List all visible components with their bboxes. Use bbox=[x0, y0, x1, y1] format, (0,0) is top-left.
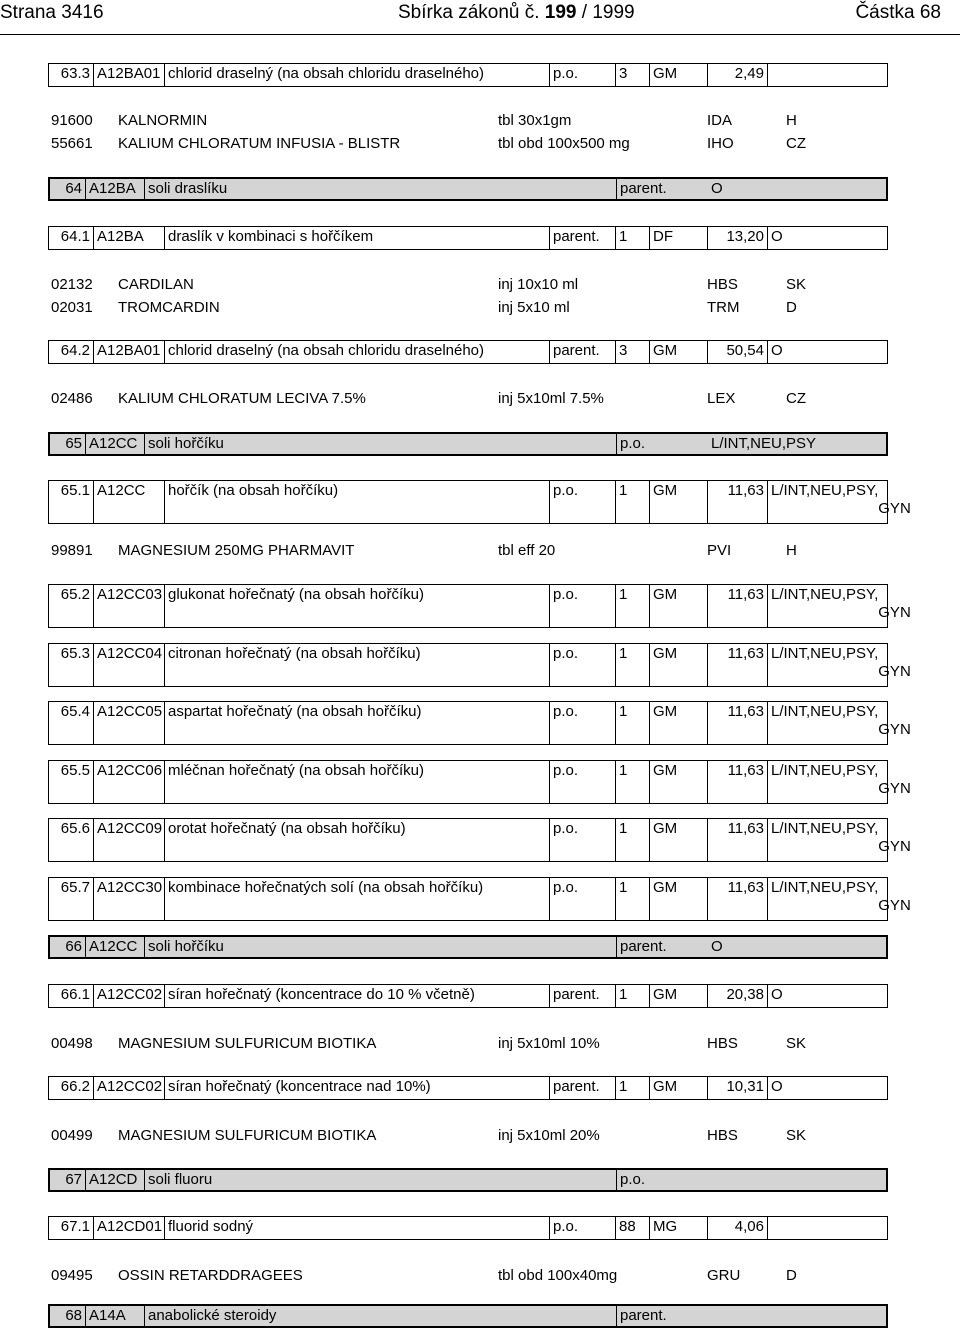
subgroup-route: parent. bbox=[549, 227, 615, 249]
subgroup-qty: 1 bbox=[615, 702, 649, 744]
group-route: p.o. bbox=[616, 434, 708, 454]
subgroup-unit: GM bbox=[649, 64, 707, 86]
subgroup-ind: L/INT,NEU,PSY, GYN bbox=[767, 644, 889, 686]
group-num: 66 bbox=[65, 938, 82, 955]
subgroup-price: 4,06 bbox=[707, 1217, 767, 1239]
group-num: 65 bbox=[65, 435, 82, 452]
product-code: 91600 bbox=[51, 112, 93, 129]
group-num: 67 bbox=[65, 1171, 82, 1188]
subgroup-ind bbox=[767, 64, 889, 86]
product-country: SK bbox=[786, 276, 807, 293]
subgroup-qty: 1 bbox=[615, 985, 649, 1007]
subgroup-ind: L/INT,NEU,PSY, GYN bbox=[767, 819, 889, 861]
subgroup-unit: GM bbox=[649, 341, 707, 363]
product-mfr: HBS bbox=[707, 1127, 738, 1144]
subgroup-route: p.o. bbox=[549, 1217, 615, 1239]
product-country: CZ bbox=[786, 390, 806, 407]
subgroup-ind: O bbox=[767, 341, 889, 363]
subgroup-name: aspartat hořečnatý (na obsah hořčíku) bbox=[164, 702, 549, 744]
subgroup-name: síran hořečnatý (koncentrace nad 10%) bbox=[164, 1077, 549, 1099]
group-route: p.o. bbox=[616, 1170, 708, 1190]
subgroup-unit: GM bbox=[649, 878, 707, 920]
subgroup-ind bbox=[767, 1217, 889, 1239]
subgroup-code: A12CD01 bbox=[93, 1217, 164, 1239]
subgroup-qty: 1 bbox=[615, 761, 649, 803]
subgroup-unit: GM bbox=[649, 985, 707, 1007]
subgroup-route: p.o. bbox=[549, 761, 615, 803]
subgroup-qty: 1 bbox=[615, 227, 649, 249]
product-country: H bbox=[786, 112, 797, 129]
group-ind: O bbox=[711, 180, 723, 197]
subgroup-num: 67.1 bbox=[60, 1218, 90, 1235]
subgroup-ind: O bbox=[767, 985, 889, 1007]
subgroup-num: 65.1 bbox=[60, 482, 90, 499]
product-country: D bbox=[786, 299, 797, 316]
header-rule bbox=[0, 34, 960, 35]
subgroup-qty: 1 bbox=[615, 585, 649, 627]
subgroup-route: p.o. bbox=[549, 819, 615, 861]
subgroup-route: p.o. bbox=[549, 702, 615, 744]
product-code: 55661 bbox=[51, 135, 93, 152]
subgroup-ind-cont: GYN bbox=[878, 838, 911, 855]
subgroup-price: 11,63 bbox=[707, 878, 767, 920]
subgroup-ind: L/INT,NEU,PSY, GYN bbox=[767, 481, 889, 523]
product-mfr: HBS bbox=[707, 1035, 738, 1052]
product-country: SK bbox=[786, 1127, 807, 1144]
subgroup-ind-cont: GYN bbox=[878, 780, 911, 797]
subgroup-ind: O bbox=[767, 1077, 889, 1099]
subgroup-ind-cont: GYN bbox=[878, 663, 911, 680]
subgroup-row bbox=[48, 877, 911, 921]
subgroup-unit: MG bbox=[649, 1217, 707, 1239]
product-mfr: LEX bbox=[707, 390, 736, 407]
subgroup-qty: 3 bbox=[615, 341, 649, 363]
subgroup-row bbox=[48, 818, 911, 862]
subgroup-route: p.o. bbox=[549, 878, 615, 920]
subgroup-unit: GM bbox=[649, 761, 707, 803]
subgroup-ind: O bbox=[767, 227, 889, 249]
subgroup-code: A12CC02 bbox=[93, 1077, 164, 1099]
product-name: CARDILAN bbox=[118, 276, 194, 293]
subgroup-qty: 1 bbox=[615, 878, 649, 920]
subgroup-unit: GM bbox=[649, 644, 707, 686]
subgroup-code: A12BA01 bbox=[93, 64, 164, 86]
subgroup-row bbox=[48, 760, 911, 804]
subgroup-name: glukonat hořečnatý (na obsah hořčíku) bbox=[164, 585, 549, 627]
group-code: A14A bbox=[85, 1306, 144, 1326]
subgroup-name: síran hořečnatý (koncentrace do 10 % včetně) bbox=[164, 985, 549, 1007]
group-route: parent. bbox=[616, 937, 708, 957]
subgroup-qty: 1 bbox=[615, 1077, 649, 1099]
subgroup-ind-cont: GYN bbox=[878, 604, 911, 621]
subgroup-code: A12CC04 bbox=[93, 644, 164, 686]
subgroup-row bbox=[48, 1216, 888, 1240]
product-form: tbl 30x1gm bbox=[498, 112, 572, 129]
product-code: 02031 bbox=[51, 299, 93, 316]
subgroup-qty: 88 bbox=[615, 1217, 649, 1239]
product-name: KALIUM CHLORATUM INFUSIA - BLISTR bbox=[118, 135, 401, 152]
subgroup-unit: GM bbox=[649, 702, 707, 744]
group-route: parent. bbox=[616, 179, 708, 199]
collection-title: Sbírka zákonů č. 199 / 1999 bbox=[398, 2, 635, 23]
subgroup-qty: 1 bbox=[615, 819, 649, 861]
subgroup-ind: L/INT,NEU,PSY, GYN bbox=[767, 702, 889, 744]
subgroup-unit: GM bbox=[649, 585, 707, 627]
subgroup-price: 13,20 bbox=[707, 227, 767, 249]
subgroup-code: A12CC03 bbox=[93, 585, 164, 627]
subgroup-price: 10,31 bbox=[707, 1077, 767, 1099]
subgroup-num: 65.4 bbox=[60, 703, 90, 720]
subgroup-price: 11,63 bbox=[707, 644, 767, 686]
product-name: KALIUM CHLORATUM LECIVA 7.5% bbox=[118, 390, 366, 407]
product-form: inj 5x10ml 20% bbox=[498, 1127, 600, 1144]
subgroup-qty: 1 bbox=[615, 644, 649, 686]
subgroup-name: chlorid draselný (na obsah chloridu draselného) bbox=[164, 64, 549, 86]
group-code: A12CC bbox=[85, 434, 144, 454]
group-name: soli hořčíku bbox=[144, 434, 616, 454]
product-form: inj 5x10 ml bbox=[498, 299, 570, 316]
subgroup-code: A12CC09 bbox=[93, 819, 164, 861]
product-form: inj 5x10ml 10% bbox=[498, 1035, 600, 1052]
product-mfr: IHO bbox=[707, 135, 734, 152]
group-ind: L/INT,NEU,PSY bbox=[711, 435, 817, 452]
product-code: 99891 bbox=[51, 542, 93, 559]
product-name: OSSIN RETARDDRAGEES bbox=[118, 1267, 303, 1284]
subgroup-name: hořčík (na obsah hořčíku) bbox=[164, 481, 549, 523]
subgroup-price: 50,54 bbox=[707, 341, 767, 363]
subgroup-price: 11,63 bbox=[707, 761, 767, 803]
product-mfr: HBS bbox=[707, 276, 738, 293]
subgroup-num: 66.2 bbox=[60, 1078, 90, 1095]
group-name: anabolické steroidy bbox=[144, 1306, 616, 1326]
issue-number: Částka 68 bbox=[855, 2, 941, 23]
subgroup-name: draslík v kombinaci s hořčíkem bbox=[164, 227, 549, 249]
group-row bbox=[48, 1168, 888, 1192]
product-form: inj 5x10ml 7.5% bbox=[498, 390, 604, 407]
product-country: SK bbox=[786, 1035, 807, 1052]
subgroup-qty: 1 bbox=[615, 481, 649, 523]
group-route: parent. bbox=[616, 1306, 708, 1326]
product-code: 00498 bbox=[51, 1035, 93, 1052]
group-ind bbox=[708, 1306, 890, 1326]
page-number: Strana 3416 bbox=[0, 2, 104, 23]
product-name: MAGNESIUM SULFURICUM BIOTIKA bbox=[118, 1035, 377, 1052]
subgroup-row bbox=[48, 480, 911, 524]
subgroup-code: A12CC06 bbox=[93, 761, 164, 803]
group-name: soli fluoru bbox=[144, 1170, 616, 1190]
group-code: A12BA bbox=[85, 179, 144, 199]
subgroup-price: 20,38 bbox=[707, 985, 767, 1007]
subgroup-num: 65.3 bbox=[60, 645, 90, 662]
group-name: soli draslíku bbox=[144, 179, 616, 199]
group-row bbox=[48, 432, 888, 456]
product-country: H bbox=[786, 542, 797, 559]
subgroup-ind-cont: GYN bbox=[878, 721, 911, 738]
subgroup-price: 11,63 bbox=[707, 585, 767, 627]
product-mfr: IDA bbox=[707, 112, 733, 129]
subgroup-code: A12CC02 bbox=[93, 985, 164, 1007]
subgroup-row bbox=[48, 340, 888, 364]
subgroup-qty: 3 bbox=[615, 64, 649, 86]
subgroup-num: 64.2 bbox=[60, 342, 90, 359]
product-code: 02132 bbox=[51, 276, 93, 293]
product-form: inj 10x10 ml bbox=[498, 276, 579, 293]
subgroup-row bbox=[48, 63, 888, 87]
group-ind: O bbox=[711, 938, 723, 955]
product-name: TROMCARDIN bbox=[118, 299, 220, 316]
subgroup-num: 65.2 bbox=[60, 586, 90, 603]
subgroup-code: A12CC05 bbox=[93, 702, 164, 744]
subgroup-code: A12CC30 bbox=[93, 878, 164, 920]
subgroup-ind-cont: GYN bbox=[878, 500, 911, 517]
subgroup-row bbox=[48, 1076, 888, 1100]
product-name: MAGNESIUM 250MG PHARMAVIT bbox=[118, 542, 355, 559]
subgroup-route: parent. bbox=[549, 985, 615, 1007]
subgroup-route: parent. bbox=[549, 1077, 615, 1099]
subgroup-price: 11,63 bbox=[707, 819, 767, 861]
product-mfr: TRM bbox=[707, 299, 740, 316]
subgroup-unit: GM bbox=[649, 1077, 707, 1099]
product-form: tbl obd 100x500 mg bbox=[498, 135, 630, 152]
product-name: KALNORMIN bbox=[118, 112, 208, 129]
product-mfr: GRU bbox=[707, 1267, 741, 1284]
subgroup-code: A12BA bbox=[93, 227, 164, 249]
subgroup-unit: DF bbox=[649, 227, 707, 249]
subgroup-num: 65.6 bbox=[60, 820, 90, 837]
subgroup-ind: L/INT,NEU,PSY, GYN bbox=[767, 761, 889, 803]
subgroup-row bbox=[48, 984, 888, 1008]
group-num: 68 bbox=[65, 1307, 82, 1324]
subgroup-code: A12CC bbox=[93, 481, 164, 523]
group-name: soli hořčíku bbox=[144, 937, 616, 957]
product-name: MAGNESIUM SULFURICUM BIOTIKA bbox=[118, 1127, 377, 1144]
product-form: tbl obd 100x40mg bbox=[498, 1267, 618, 1284]
subgroup-row bbox=[48, 584, 911, 628]
subgroup-ind-cont: GYN bbox=[878, 897, 911, 914]
subgroup-name: orotat hořečnatý (na obsah hořčíku) bbox=[164, 819, 549, 861]
subgroup-route: parent. bbox=[549, 341, 615, 363]
product-form: tbl eff 20 bbox=[498, 542, 556, 559]
subgroup-num: 65.5 bbox=[60, 762, 90, 779]
subgroup-ind: L/INT,NEU,PSY, GYN bbox=[767, 878, 889, 920]
group-row bbox=[48, 177, 888, 201]
subgroup-num: 63.3 bbox=[60, 65, 90, 82]
product-mfr: PVI bbox=[707, 542, 732, 559]
group-ind bbox=[708, 1170, 890, 1190]
group-num: 64 bbox=[65, 180, 82, 197]
subgroup-route: p.o. bbox=[549, 644, 615, 686]
group-code: A12CD bbox=[85, 1170, 144, 1190]
subgroup-row bbox=[48, 643, 911, 687]
product-country: CZ bbox=[786, 135, 806, 152]
group-code: A12CC bbox=[85, 937, 144, 957]
subgroup-price: 11,63 bbox=[707, 702, 767, 744]
product-code: 00499 bbox=[51, 1127, 93, 1144]
subgroup-name: mléčnan hořečnatý (na obsah hořčíku) bbox=[164, 761, 549, 803]
subgroup-route: p.o. bbox=[549, 585, 615, 627]
subgroup-row bbox=[48, 701, 911, 745]
subgroup-route: p.o. bbox=[549, 481, 615, 523]
product-code: 02486 bbox=[51, 390, 93, 407]
subgroup-num: 65.7 bbox=[60, 879, 90, 896]
subgroup-row bbox=[48, 226, 888, 250]
subgroup-name: fluorid sodný bbox=[164, 1217, 549, 1239]
subgroup-num: 64.1 bbox=[60, 228, 90, 245]
subgroup-unit: GM bbox=[649, 481, 707, 523]
subgroup-name: citronan hořečnatý (na obsah hořčíku) bbox=[164, 644, 549, 686]
product-code: 09495 bbox=[51, 1267, 93, 1284]
subgroup-route: p.o. bbox=[549, 64, 615, 86]
group-row bbox=[48, 1304, 888, 1328]
subgroup-price: 2,49 bbox=[707, 64, 767, 86]
product-country: D bbox=[786, 1267, 797, 1284]
subgroup-unit: GM bbox=[649, 819, 707, 861]
subgroup-name: kombinace hořečnatých solí (na obsah hořčíku) bbox=[164, 878, 549, 920]
subgroup-price: 11,63 bbox=[707, 481, 767, 523]
subgroup-name: chlorid draselný (na obsah chloridu draselného) bbox=[164, 341, 549, 363]
subgroup-num: 66.1 bbox=[60, 986, 90, 1003]
subgroup-code: A12BA01 bbox=[93, 341, 164, 363]
group-row bbox=[48, 935, 888, 959]
subgroup-ind: L/INT,NEU,PSY, GYN bbox=[767, 585, 889, 627]
